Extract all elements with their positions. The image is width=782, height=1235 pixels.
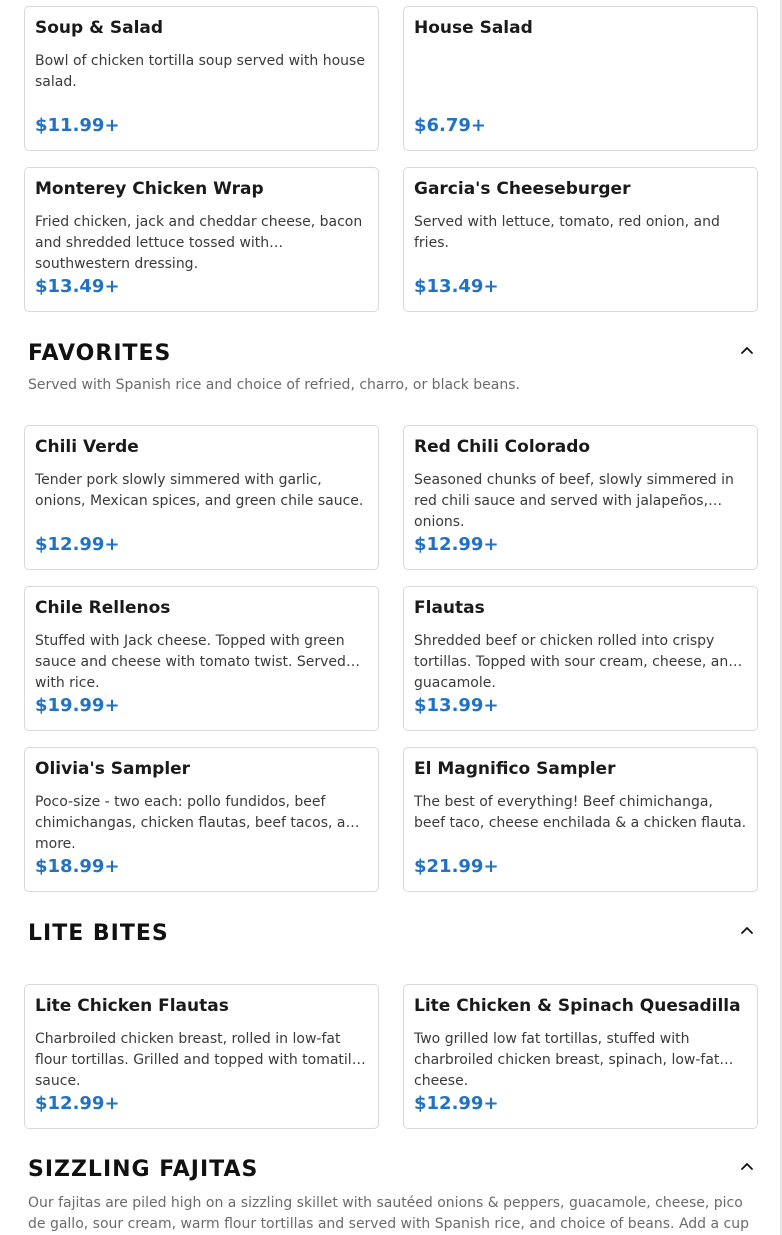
menu-item-price: $6.79+	[414, 115, 487, 136]
section-header-favorites	[28, 339, 758, 369]
menu-item-card[interactable]	[24, 984, 379, 1129]
section-title: SIZZLING FAJITAS	[28, 1157, 259, 1182]
menu-item-description: Fried chicken, jack and cheddar cheese, bacon and shredded lettuce tossed with southwestern dressing.	[35, 214, 363, 272]
collapse-section-button[interactable]	[736, 1155, 758, 1177]
menu-item-name: Monterey Chicken Wrap	[35, 179, 264, 199]
menu-item-card[interactable]	[24, 747, 379, 892]
menu-item-name: Olivia's Sampler	[35, 759, 191, 779]
menu-item-price: $13.49+	[35, 276, 120, 297]
menu-item-description: Charbroiled chicken breast, rolled in low-fat flour tortillas. Grilled and topped with tomatillo sauce.	[35, 1031, 365, 1089]
chevron-up-icon	[740, 343, 754, 357]
section-title: LITE BITES	[28, 921, 169, 946]
menu-item-price: $18.99+	[35, 856, 120, 877]
section-header-lite-bites	[28, 919, 758, 949]
chevron-up-icon	[740, 923, 754, 937]
menu-item-description: Shredded beef or chicken rolled into crispy tortillas. Topped with sour cream, cheese, and guacamole.	[414, 633, 738, 691]
menu-item-name: Red Chili Colorado	[414, 437, 591, 457]
collapse-section-button[interactable]	[736, 339, 758, 361]
menu-item-card[interactable]	[403, 167, 758, 312]
collapse-section-button[interactable]	[736, 919, 758, 941]
menu-item-price: $13.49+	[414, 276, 499, 297]
menu-item-name: House Salad	[414, 18, 533, 38]
menu-item-card[interactable]	[24, 586, 379, 731]
menu-item-price: $12.99+	[414, 534, 499, 555]
menu-item-name: Flautas	[414, 598, 485, 618]
menu-item-description: The best of everything! Beef chimichanga, beef taco, cheese enchilada & a chicken flauta.	[414, 794, 747, 831]
menu-item-description: Two grilled low fat tortillas, stuffed with charbroiled chicken breast, spinach, low-fat cheese.	[414, 1031, 720, 1089]
menu-item-name: Soup & Salad	[35, 18, 164, 38]
section-title: FAVORITES	[28, 341, 172, 366]
menu-item-price: $12.99+	[35, 534, 120, 555]
menu-item-card[interactable]	[24, 167, 379, 312]
menu-item-name: Garcia's Cheeseburger	[414, 179, 631, 199]
menu-item-card[interactable]	[403, 984, 758, 1129]
menu-item-description	[414, 51, 747, 93]
section-description: Our fajitas are piled high on a sizzling skillet with sautéed onions & peppers, guacamole, cheese, pico de gallo, sour cream, warm flour tortillas and served with Spanish rice, and choice of beans. Add a cup	[28, 1195, 749, 1232]
menu-item-price: $11.99+	[35, 115, 120, 136]
menu-item-price: $12.99+	[414, 1093, 499, 1114]
chevron-up-icon	[740, 1159, 754, 1173]
menu-item-name: El Magnifico Sampler	[414, 759, 616, 779]
menu-item-description: Bowl of chicken tortilla soup served with house salad.	[35, 53, 365, 90]
menu-item-description: Tender pork slowly simmered with garlic, onions, Mexican spices, and green chile sauce.	[35, 472, 364, 509]
menu-item-card[interactable]	[403, 425, 758, 570]
menu-item-card[interactable]	[403, 6, 758, 151]
menu-item-card[interactable]	[403, 747, 758, 892]
menu-item-description: Served with lettuce, tomato, red onion, and fries.	[414, 214, 720, 251]
menu-item-price: $19.99+	[35, 695, 120, 716]
menu-item-name: Chile Rellenos	[35, 598, 171, 618]
menu-item-name: Lite Chicken Flautas	[35, 996, 229, 1016]
menu-item-description: Stuffed with Jack cheese. Topped with green sauce and cheese with tomato twist. Served with rice.	[35, 633, 346, 691]
menu-item-price: $12.99+	[35, 1093, 120, 1114]
menu-item-description: Poco-size - two each: pollo fundidos, beef chimichangas, chicken flautas, beef tacos, and more.	[35, 794, 364, 852]
menu-item-description: Seasoned chunks of beef, slowly simmered in red chili sauce and served with jalapeños, onions.	[414, 472, 734, 530]
section-header-sizzling-fajitas	[28, 1155, 758, 1185]
menu-item-card[interactable]	[24, 425, 379, 570]
section-description: Served with Spanish rice and choice of refried, charro, or black beans.	[28, 377, 520, 393]
menu-item-card[interactable]	[403, 586, 758, 731]
menu-item-price: $21.99+	[414, 856, 499, 877]
menu-item-name: Chili Verde	[35, 437, 139, 457]
menu-item-price: $13.99+	[414, 695, 499, 716]
menu-item-card[interactable]	[24, 6, 379, 151]
menu-item-name: Lite Chicken & Spinach Quesadilla	[414, 996, 741, 1016]
